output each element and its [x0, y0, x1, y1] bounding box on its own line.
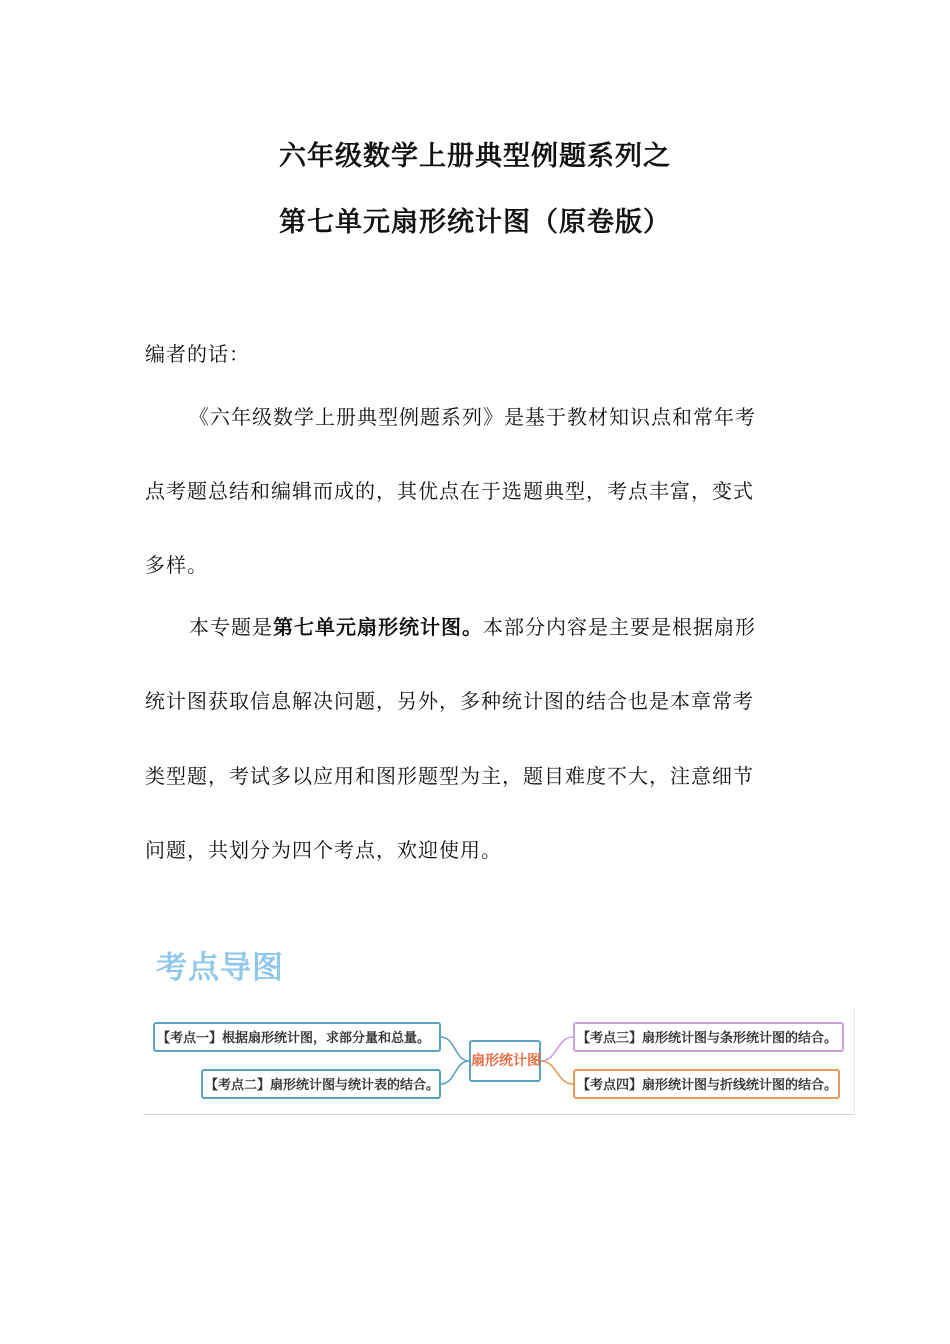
connector-node-2 — [441, 1061, 469, 1084]
intro-paragraph-2-line — [189, 611, 756, 640]
intro-paragraph-2-suffix: 本部分内容是主要是根据扇形 — [483, 615, 756, 639]
connector-node-4 — [541, 1061, 573, 1084]
mindmap-node-1: 【考点一】根据扇形统计图，求部分量和总量。 — [153, 1022, 441, 1052]
intro-paragraph-1 — [145, 401, 795, 581]
editor-note-label: 编者的话： — [145, 342, 250, 366]
connector-node-1 — [441, 1037, 469, 1061]
document-title-line-1: 六年级数学上册典型例题系列之 — [279, 141, 671, 172]
intro-paragraph-2-line: 统计图获取信息解决问题，另外，多种统计图的结合也是本章常考 — [145, 689, 754, 713]
mindmap — [143, 1008, 855, 1115]
intro-paragraph-2-topic: 第七单元扇形统计图。 — [273, 615, 483, 639]
mindmap-node-4: 【考点四】扇形统计图与折线统计图的结合。 — [573, 1069, 840, 1099]
intro-paragraph-1-line: 多样。 — [145, 553, 208, 577]
mindmap-node-3: 【考点三】扇形统计图与条形统计图的结合。 — [573, 1022, 844, 1052]
intro-paragraph-2-line: 问题，共划分为四个考点，欢迎使用。 — [145, 838, 502, 862]
intro-paragraph-2-prefix: 本专题是 — [189, 615, 273, 639]
document-title-line-2: 第七单元扇形统计图（原卷版） — [279, 207, 671, 238]
intro-paragraph-2 — [145, 611, 795, 871]
connector-node-3 — [541, 1037, 573, 1061]
intro-paragraph-1-line: 点考题总结和编辑而成的，其优点在于选题典型，考点丰富，变式 — [145, 479, 754, 503]
mindmap-center-node: 扇形统计图 — [469, 1040, 541, 1082]
intro-paragraph-1-line: 《六年级数学上册典型例题系列》是基于教材知识点和常年考 — [189, 405, 756, 429]
intro-paragraph-2-line: 类型题，考试多以应用和图形题型为主，题目难度不大，注意细节 — [145, 764, 754, 788]
mindmap-heading: 考点导图 — [156, 950, 284, 986]
mindmap-node-2: 【考点二】扇形统计图与统计表的结合。 — [201, 1069, 441, 1099]
